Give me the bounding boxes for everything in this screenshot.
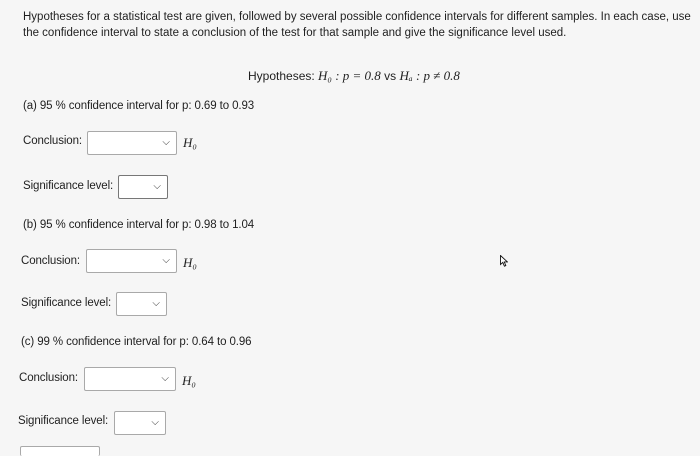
chevron-down-icon: ⌵ [162, 137, 170, 148]
hypotheses-line [248, 68, 460, 84]
next-field-partial[interactable] [20, 446, 100, 456]
instructions-text: Hypotheses for a statistical test are given, followed by several possible confidence intervals for different samples. In each case, use the confidence interval to state a conclusion of the test for that sample and give the significance level used. [23, 11, 691, 39]
conclusion-b-h0: H₀ [183, 255, 197, 270]
hypotheses-label: Hypotheses: [248, 69, 315, 83]
interval-a-text: (a) 95 % confidence interval for p: 0.69 to 0.93 [23, 100, 255, 112]
conclusion-b-label: Conclusion: [21, 255, 80, 267]
conclusion-b-dropdown[interactable] [86, 249, 177, 273]
alternative-hypothesis: Hₐ : p ≠ 0.8 [399, 68, 460, 83]
conclusion-a-label: Conclusion: [23, 135, 82, 147]
significance-b-dropdown[interactable] [116, 292, 167, 316]
null-hypothesis: H₀ : p = 0.8 [318, 68, 381, 83]
chevron-down-icon: ⌵ [151, 417, 159, 428]
conclusion-c-dropdown[interactable] [84, 367, 176, 391]
interval-c-text: (c) 99 % confidence interval for p: 0.64 to 0.96 [21, 336, 252, 348]
significance-a-label: Significance level: [23, 180, 114, 192]
chevron-down-icon: ⌵ [161, 373, 169, 384]
significance-a-dropdown[interactable] [118, 175, 168, 199]
significance-c-dropdown[interactable] [114, 411, 166, 435]
conclusion-a-dropdown[interactable] [87, 131, 177, 155]
mouse-pointer-icon [500, 255, 508, 267]
significance-b-label: Significance level: [21, 297, 112, 309]
vs-text: vs [384, 69, 397, 83]
significance-c-label: Significance level: [18, 415, 109, 427]
interval-b-text: (b) 95 % confidence interval for p: 0.98 to 1.04 [23, 219, 255, 231]
chevron-down-icon: ⌵ [152, 298, 160, 309]
conclusion-c-label: Conclusion: [19, 372, 78, 384]
chevron-down-icon: ⌵ [153, 181, 161, 192]
conclusion-a-h0: H₀ [183, 135, 197, 150]
chevron-down-icon: ⌵ [162, 255, 170, 266]
conclusion-c-h0: H₀ [182, 373, 196, 388]
